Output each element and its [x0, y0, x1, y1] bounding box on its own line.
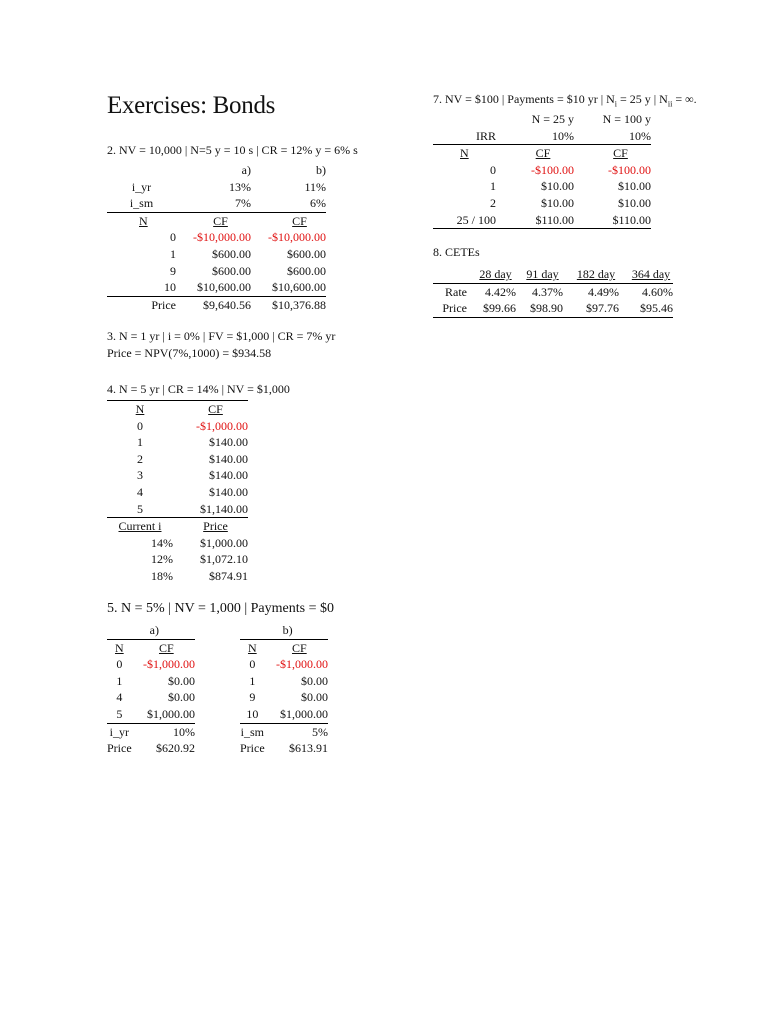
ex4-price: $874.91: [209, 568, 248, 583]
ex5-a-row-n: 4: [116, 690, 123, 705]
table-row: [107, 706, 195, 723]
ex2-row-a: $10,600.00: [176, 279, 251, 296]
ex7-row-c2: $10.00: [618, 195, 651, 210]
ex4-hdr-current-i: Current i: [118, 519, 162, 534]
ex3-line2: Price = NPV(7%,1000) = $934.58: [107, 346, 272, 360]
ex2-row-b: $10,600.00: [251, 279, 326, 296]
ex2-price-b: $10,376.88: [272, 297, 326, 312]
ex8-heading: 8. CETEs: [433, 245, 480, 259]
ex5-b-label: b): [265, 622, 328, 639]
ex5-b-hdr-cf: CF: [291, 640, 307, 655]
table-row: [433, 178, 651, 195]
table-row: [107, 418, 248, 435]
ex2-price-label: Price: [151, 297, 176, 312]
ex2-ism-b: 6%: [251, 195, 326, 212]
ex4-row-n: 3: [137, 468, 143, 483]
table-row: [107, 656, 195, 673]
ex7-heading: [433, 92, 697, 108]
ex5-b-row-cf: $0.00: [301, 690, 328, 705]
ex7-irr-v1: 10%: [496, 128, 574, 145]
ex4-price: $1,072.10: [200, 552, 248, 567]
table-row: [107, 229, 326, 246]
ex7-irr-label: IRR: [433, 128, 496, 145]
ex4-row-cf: -$1,000.00: [196, 418, 248, 433]
ex7-heading-sub: i: [614, 99, 618, 109]
ex5-a-row-cf: $1,000.00: [132, 706, 195, 723]
ex4-row-cf: $140.00: [209, 451, 248, 466]
ex2-ism-a: 7%: [176, 195, 251, 212]
ex2-hdr-a: CF: [213, 213, 228, 228]
ex7-heading-part: = 25 y | N: [617, 92, 668, 106]
ex2-row-n: 0: [170, 230, 176, 245]
ex2-price-a: $9,640.56: [203, 297, 251, 312]
ex5-b-row-n: 0: [249, 657, 256, 672]
ex5-table-a: [107, 622, 195, 757]
table-row: [107, 673, 195, 690]
ex4-hdr-price: Price: [203, 519, 228, 534]
ex5-b-row-cf: $1,000.00: [265, 706, 328, 723]
table-row: [107, 535, 248, 552]
ex2-row-n: 9: [170, 263, 176, 278]
ex8-col-364: 364 day: [631, 267, 671, 281]
ex7-hdr-c1: CF: [535, 146, 551, 161]
ex7-heading-sub: ii: [667, 99, 673, 109]
ex7-heading-part: 7. NV = $100 | Payments = $10 yr | N: [433, 92, 615, 106]
ex5-a-price-label: Price: [107, 741, 132, 756]
table-row: [107, 568, 248, 585]
table-row: [107, 246, 326, 263]
table-row: [107, 689, 195, 706]
ex8-col-28: 28 day: [479, 267, 512, 281]
table-row: [107, 263, 326, 280]
ex2-iyr-b: 11%: [304, 179, 326, 194]
ex5-b-rate-label: i_sm: [240, 724, 264, 739]
ex5-a-row-cf: $0.00: [168, 673, 195, 688]
ex7-row-c2: $10.00: [618, 179, 651, 194]
ex4-row-cf: $140.00: [209, 484, 248, 499]
ex8-col-91: 91 day: [526, 267, 559, 281]
ex7-col2-label: N = 100 y: [602, 112, 651, 126]
table-row: [107, 551, 248, 568]
ex8-rate-value: 4.42%: [485, 284, 516, 299]
ex7-heading-part: = ∞.: [672, 92, 697, 106]
ex7-row-n: 25 / 100: [433, 212, 496, 229]
ex7-row-c1: $10.00: [541, 195, 574, 210]
table-row: [107, 434, 248, 451]
ex5-a-rate-value: 10%: [173, 724, 195, 739]
ex8-price-value: $99.66: [467, 300, 516, 317]
table-row: [107, 279, 326, 296]
ex5-b-row-cf: -$1,000.00: [276, 657, 328, 672]
ex8-price-value: $98.90: [516, 300, 563, 317]
ex4-hdr-n: N: [135, 402, 145, 416]
ex4-table: [107, 400, 248, 585]
ex2-row-a: -$10,000.00: [193, 230, 251, 245]
ex5-table-b: [240, 622, 328, 757]
ex5-a-row-cf: $0.00: [168, 690, 195, 705]
ex2-hdr-n: N: [139, 213, 148, 228]
table-row: [433, 162, 651, 179]
ex8-price-label: Price: [433, 300, 467, 317]
ex7-col1-label: N = 25 y: [531, 112, 574, 126]
ex2-row-b: $600.00: [287, 246, 326, 261]
ex5-a-label: a): [132, 622, 195, 639]
ex7-row-c2: -$100.00: [608, 162, 651, 177]
ex5-a-rate-label: i_yr: [109, 724, 129, 739]
ex2-row-b: -$10,000.00: [268, 230, 326, 245]
ex5-a-hdr-cf: CF: [158, 640, 174, 655]
ex4-row-cf: $140.00: [209, 468, 248, 483]
ex8-col-182: 182 day: [576, 267, 616, 281]
ex4-rate: 12%: [151, 552, 173, 567]
page-title: Exercises: Bonds: [107, 92, 276, 119]
ex2-row-n: 10: [107, 279, 176, 296]
ex5-heading: 5. N = 5% | NV = 1,000 | Payments = $0: [107, 601, 334, 616]
ex2-row-n: 1: [170, 246, 176, 261]
ex4-heading: 4. N = 5 yr | CR = 14% | NV = $1,000: [107, 382, 290, 396]
ex4-row-cf: $140.00: [209, 435, 248, 450]
ex7-irr-v2: 10%: [574, 128, 651, 145]
ex4-row-n: 2: [137, 451, 143, 466]
ex7-table: [433, 111, 651, 229]
ex5-a-row-n: 0: [116, 657, 123, 672]
ex4-row-cf: $1,140.00: [173, 501, 248, 518]
table-row: [240, 656, 328, 673]
table-row: [240, 706, 328, 723]
ex5-b-price-label: Price: [240, 741, 265, 756]
ex8-rate-value: 4.37%: [532, 284, 563, 299]
ex7-row-c1: $110.00: [496, 212, 574, 229]
ex2-heading: 2. NV = 10,000 | N=5 y = 10 s | CR = 12% y = 6% s: [107, 143, 358, 157]
ex4-rate: 14%: [151, 535, 173, 550]
ex4-row-n: 1: [137, 435, 143, 450]
ex5-b-price-value: $613.91: [289, 741, 328, 756]
table-row: [433, 195, 651, 212]
ex3-line1: 3. N = 1 yr | i = 0% | FV = $1,000 | CR = 7% yr: [107, 329, 336, 343]
ex5-b-rate-value: 5%: [312, 724, 328, 739]
ex7-hdr-n: N: [460, 146, 469, 161]
ex7-row-c1: -$100.00: [531, 162, 574, 177]
ex5-b-row-cf: $0.00: [301, 673, 328, 688]
ex5-a-price-value: $620.92: [156, 741, 195, 756]
ex4-rate: 18%: [151, 568, 173, 583]
ex8-price-value: $97.76: [563, 300, 619, 317]
ex5-a-row-cf: -$1,000.00: [143, 657, 195, 672]
ex7-row-c2: $110.00: [574, 212, 651, 229]
ex7-row-n: 1: [490, 179, 496, 194]
ex5-a-hdr-n: N: [114, 640, 124, 655]
ex5-b-hdr-n: N: [247, 640, 257, 655]
table-row: [107, 451, 248, 468]
ex8-rate-value: 4.60%: [642, 284, 673, 299]
table-row: [107, 501, 248, 518]
ex2-col-b-label: b): [316, 163, 326, 177]
ex5-a-row-n: 5: [107, 706, 132, 723]
ex2-ism-label: i_sm: [107, 195, 176, 212]
ex4-price: $1,000.00: [200, 535, 248, 550]
table-row: [240, 673, 328, 690]
table-row: [107, 484, 248, 501]
ex8-rate-label: Rate: [445, 284, 467, 299]
ex8-price-value: $95.46: [619, 300, 673, 317]
ex2-iyr-label: i_yr: [131, 179, 152, 194]
ex2-row-a: $600.00: [212, 246, 251, 261]
ex5-b-row-n: 9: [249, 690, 256, 705]
ex2-iyr-a: 13%: [229, 179, 251, 194]
ex2-row-b: $600.00: [287, 263, 326, 278]
ex8-table: [433, 266, 673, 318]
ex2-col-a-label: a): [241, 163, 251, 177]
ex8-rate-value: 4.49%: [588, 284, 619, 299]
ex2-row-a: $600.00: [212, 263, 251, 278]
ex2-hdr-b: CF: [292, 213, 307, 228]
ex2-table: [107, 162, 326, 313]
table-row: [433, 212, 651, 229]
table-row: [240, 689, 328, 706]
table-row: [433, 300, 673, 317]
ex7-row-n: 0: [490, 162, 496, 177]
ex4-row-n: 5: [107, 501, 173, 518]
ex7-row-n: 2: [490, 195, 496, 210]
table-row: [433, 283, 673, 300]
ex4-hdr-cf: CF: [208, 402, 223, 416]
table-row: [107, 467, 248, 484]
ex7-hdr-c2: CF: [613, 146, 628, 161]
ex5-b-row-n: 10: [240, 706, 265, 723]
ex4-row-n: 4: [137, 484, 143, 499]
ex5-b-row-n: 1: [249, 673, 256, 688]
ex5-a-row-n: 1: [116, 673, 123, 688]
ex4-row-n: 0: [137, 418, 143, 433]
ex7-row-c1: $10.00: [541, 179, 574, 194]
